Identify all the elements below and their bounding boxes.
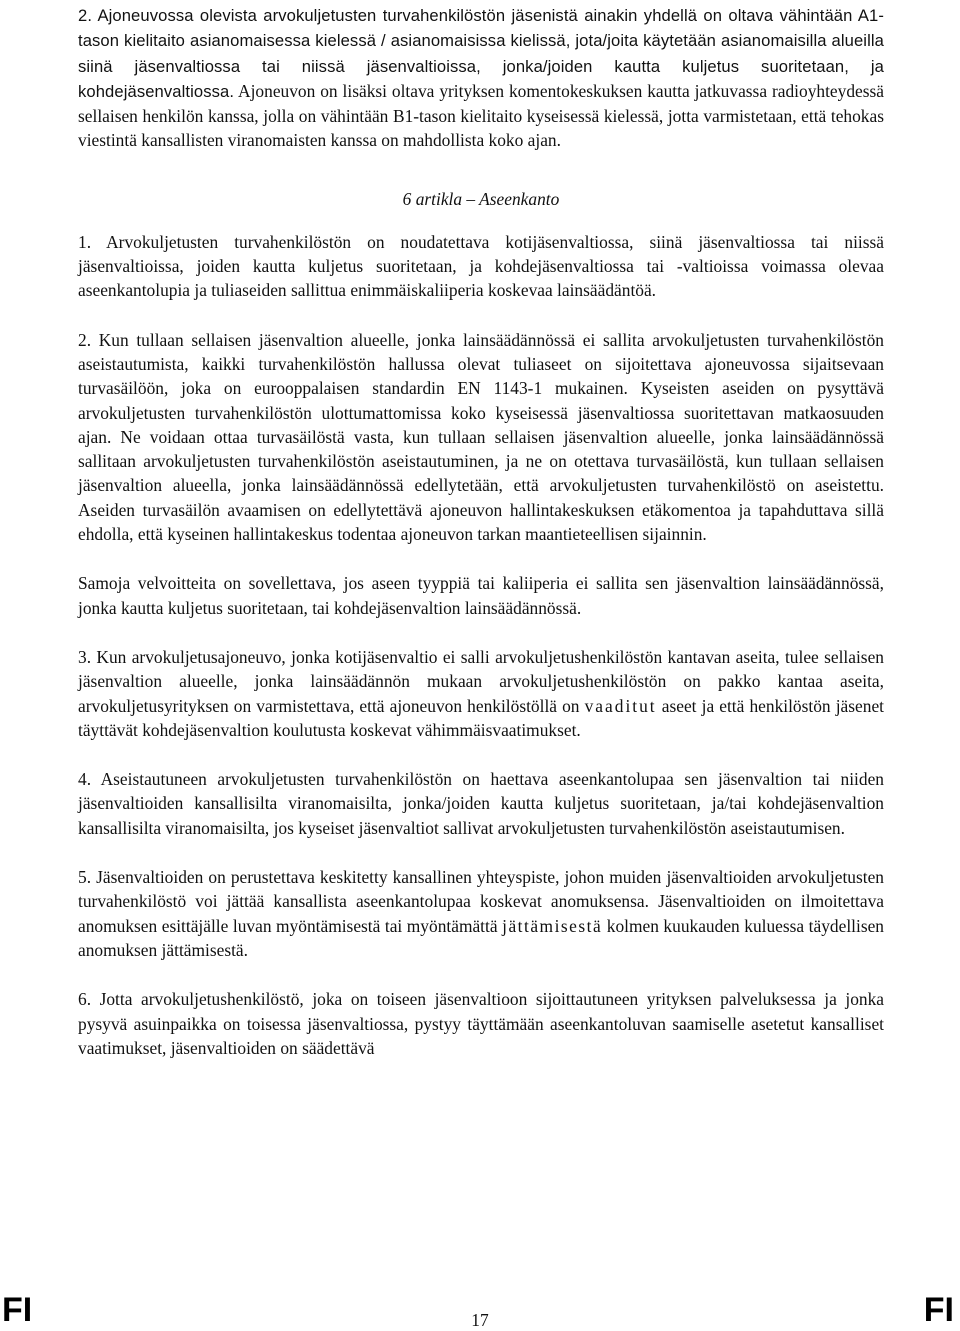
paragraph-3-end: aseet ja että henkilöstön jäsenet täyttävät kohdejäsenvaltion koulutusta koskevat vähimmäisvaatimukset. [78, 695, 884, 740]
footer-language-code-right: FI [923, 1291, 954, 1329]
paragraph-1: 1. Arvokuljetusten turvahenkilöstön on noudatettava kotijäsenvaltiossa, siinä jäsenvaltiossa tai niissä jäsenvaltioissa, joiden kautta kuljetus suoritetaan, ja kohdejäsenvaltiossa tai -valtioissa voimassa olevaa aseenkantolupia ja tuliaseiden sallittua enimmäiskaliiperia koskevaa lainsäädäntöä. [78, 231, 884, 301]
article-heading: 6 artikla – Aseenkanto [402, 188, 560, 209]
paragraph-5 [78, 865, 884, 962]
paragraph-3-spaced-word: vaaditut [584, 695, 657, 716]
paragraph-5-spaced-word: jättämisestä [502, 915, 603, 936]
footer-language-code-left: FI [2, 1291, 33, 1329]
paragraph-samoja: Samoja velvoitteita on sovellettava, jos aseen tyyppiä tai kaliiperia ei sallita sen jäsenvaltion lainsäädännössä, jonka kautta kuljetus suoritetaan, tai kohdejäsenvaltion lainsäädännössä. [78, 573, 884, 618]
paragraph-6: 6. Jotta arvokuljetushenkilöstö, joka on toiseen jäsenvaltioon sijoittautuneen yrityksen palveluksessa ja jonka pysyvä asuinpaikka on toisessa jäsenvaltiossa, pystyy täyttämään aseenkantoluvan saamiselle asetetut kansalliset vaatimukset, jäsenvaltioiden on säädettävä [78, 989, 884, 1058]
document-page [78, 0, 884, 1060]
paragraph-4: 4. Aseistautuneen arvokuljetusten turvahenkilöstön on haettava aseenkantolupaa sen jäsenvaltion tai niiden jäsenvaltioiden kansallisilta viranomaisilta, jonka/joiden kautta kuljetus suoritetaan, ja/tai kohdejäsenvaltion kansallisilta viranomaisilta, jos kyseiset jäsenvaltiot sallivat arvokuljetusten turvahenkilöstön aseistautumisen. [78, 769, 884, 838]
paragraph-2-sans-segment: 2. Ajoneuvossa olevista arvokuljetusten turvahenkilöstön jäsenistä ainakin yhdellä on oltava vähintään A1-tason kielitaito asianomaisessa kielessä / asianomaisissa kielissä, jota/joita käytetään asianomaisilla alueilla siinä jäsenvaltiossa tai niissä jäsenvaltioissa, jonka/joiden kautta kuljetus suoritetaan, ja kohdejäsenvaltiossa. [78, 6, 884, 101]
paragraph-3-start: 3. Kun arvokuljetusajoneuvo, jonka kotijäsenvaltio ei salli arvokuljetushenkilöstön kantavan aseita, tulee sellaisen jäsenvaltion alueelle, jonka lainsäädännön mukaan arvokuljetushenkilöstön on pakko kantaa aseita, arvokuljetusyrityksen on varmistettava, että ajoneuvon henkilöstöllä on [78, 646, 884, 716]
page-number: 17 [471, 1310, 489, 1330]
paragraph-3 [78, 645, 884, 742]
paragraph-2: 2. Kun tullaan sellaisen jäsenvaltion alueelle, jonka lainsäädännössä ei sallita arvokuljetusten turvahenkilöstön aseistautumista, kaikki turvahenkilöstön hallussa olevat tuliaseet on sijoitettava ajoneuvossa sijaitsevaan turvasäilöön, joka on eurooppalaisen standardin EN 1143-1 mukainen. Kyseisten aseiden on pysyttävä arvokuljetusten turvahenkilöstön ulottumattomissa koko kyseisessä jäsenvaltiossa suoritettavan matkaosuuden ajan. Ne voidaan ottaa turvasäilöstä vasta, kun tullaan sellaisen jäsenvaltion alueelle, jonka lainsäädännössä sallitaan arvokuljetusten turvahenkilöstön aseistautuminen, ja ne on otettava turvasäilöstä, kun tullaan sellaisen jäsenvaltion alueella, jonka lainsäädännössä edellytetään, että arvokuljetusten turvahenkilöstö on aseistettu. Aseiden turvasäilön avaamisen on edellytettävä ajoneuvon hallintakeskuksen etäkomentoa ja tapahduttava sillä ehdolla, että kyseinen hallintakeskus todentaa ajoneuvon tarkan maantieteellisen sijainnin. [78, 329, 884, 545]
paragraph-2-language-requirements [78, 3, 884, 153]
paragraph-2-serif-segment: Ajoneuvon on lisäksi oltava yrityksen komentokeskuksen kautta jatkuvassa radioyhteydessä sellaisen henkilön kanssa, jolla on vähintään B1-tason kielitaito kyseisessä kielessä, jotta varmistetaan, että tehokas viestintä kansallisten viranomaisten kanssa on mahdollista koko ajan. [78, 80, 885, 151]
paragraph-5-start: 5. Jäsenvaltioiden on perustettava keskitetty kansallinen yhteyspiste, johon muiden jäsenvaltioiden arvokuljetusten turvahenkilöstö voi jättää kansallista aseenkantolupaa koskevat anomuksensa. Jäsenvaltioiden on ilmoitettava anomuksen esittäjälle luvan myöntämisestä tai myöntämättä [78, 867, 884, 936]
paragraph-5-end: kolmen kuukauden kuluessa täydellisen anomuksen jättämisestä. [78, 915, 884, 960]
